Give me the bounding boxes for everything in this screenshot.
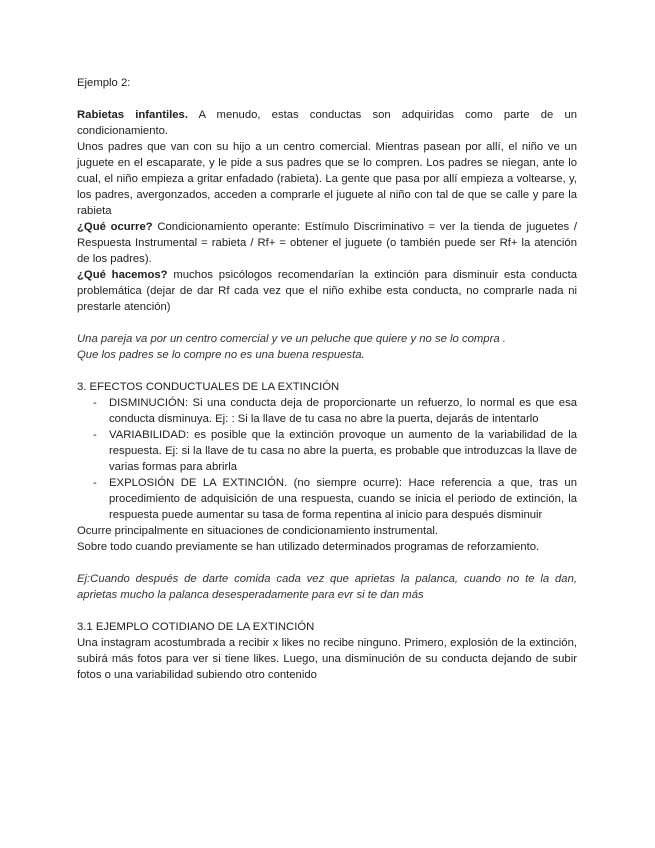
italic-note-line1: Una pareja va por un centro comercial y ve un peluche que quiere y no se lo compra . [77, 333, 506, 345]
rabietas-intro-text: A menudo, estas conductas son adquiridas como parte de un condicionamiento. [77, 109, 578, 137]
example-label: Ejemplo 2: [77, 77, 131, 89]
list-item-text: VARIABILIDAD: es posible que la extinción provoque un aumento de la variabilidad de la respuesta. Ej: si la llave de tu casa no abre la puerta, es probable que introduzcas la llave de varias formas para abrirla [109, 429, 577, 473]
question-que-ocurre-label: ¿Qué ocurre? [77, 221, 153, 233]
question-que-hacemos-text: muchos psicólogos recomendarían la extinción para disminuir esta conducta problemática (dejar de dar Rf cada vez que el niño exhibe esta conducta, no comprarle nada ni prestarle atención) [77, 269, 577, 313]
section31-heading: 3.1 EJEMPLO COTIDIANO DE LA EXTINCIÓN [77, 621, 315, 633]
section3-after2: Sobre todo cuando previamente se han utilizado determinados programas de reforzamiento. [77, 541, 540, 553]
list-dash: - [93, 477, 97, 489]
section3-list [77, 395, 577, 523]
rabietas-intro [77, 107, 577, 139]
italic-note-line2: Que los padres se lo compre no es una buena respuesta. [77, 349, 365, 361]
section3-heading: 3. EFECTOS CONDUCTUALES DE LA EXTINCIÓN [77, 381, 340, 393]
list-item-text: DISMINUCIÓN: Si una conducta deja de proporcionarte un refuerzo, lo normal es que esa conducta disminuya. Ej: : Si la llave de tu casa no abre la puerta, dejarás de intentarlo [109, 397, 577, 425]
rabietas-story: Unos padres que van con su hijo a un centro comercial. Mientras pasean por allí, el niño ve un juguete en el escaparate, y le pide a sus padres que se lo compren. Los padres se niegan, ante lo cual, el niño empieza a gritar enfadado (rabieta). La gente que pasa por allí empieza a voltearse, y, los padres, avergonzados, acceden a comprarle el juguete al niño con tal de que se calle y pare la rabieta [77, 141, 577, 217]
question-que-ocurre-text: Condicionamiento operante: Estímulo Discriminativo = ver la tienda de juguetes / Respuesta Instrumental = rabieta / Rf+ = obtener el juguete (o también puede ser Rf+ la atención de los padres). [77, 221, 577, 265]
rabietas-title: Rabietas infantiles. [77, 109, 188, 121]
section31-text: Una instagram acostumbrada a recibir x likes no recibe ninguno. Primero, explosión de la extinción, subirá más fotos para ver si tiene likes. Luego, una disminución de su conducta dejando de subir fotos o una variabilidad subiendo otro contenido [77, 637, 577, 681]
section3-after1: Ocurre principalmente en situaciones de condicionamiento instrumental. [77, 525, 439, 537]
list-item-disminucion [77, 395, 577, 427]
list-item-variabilidad [77, 427, 577, 475]
list-item-explosion [77, 475, 577, 523]
list-item-text: EXPLOSIÓN DE LA EXTINCIÓN. (no siempre ocurre): Hace referencia a que, tras un procedimiento de adquisición de una respuesta, cuando se inicia el periodo de extinción, la respuesta puede aumentar su tasa de forma repentina al inicio para después disminuir [109, 477, 577, 521]
question-que-hacemos [77, 267, 577, 315]
italic-example: Ej:Cuando después de darte comida cada vez que aprietas la palanca, cuando no te la dan, aprietas mucho la palanca desesperadamente para evr si te dan más [77, 573, 577, 601]
list-dash: - [93, 397, 97, 409]
question-que-ocurre [77, 219, 577, 267]
question-que-hacemos-label: ¿Qué hacemos? [77, 269, 168, 281]
document-content [77, 75, 577, 683]
list-dash: - [93, 429, 97, 441]
